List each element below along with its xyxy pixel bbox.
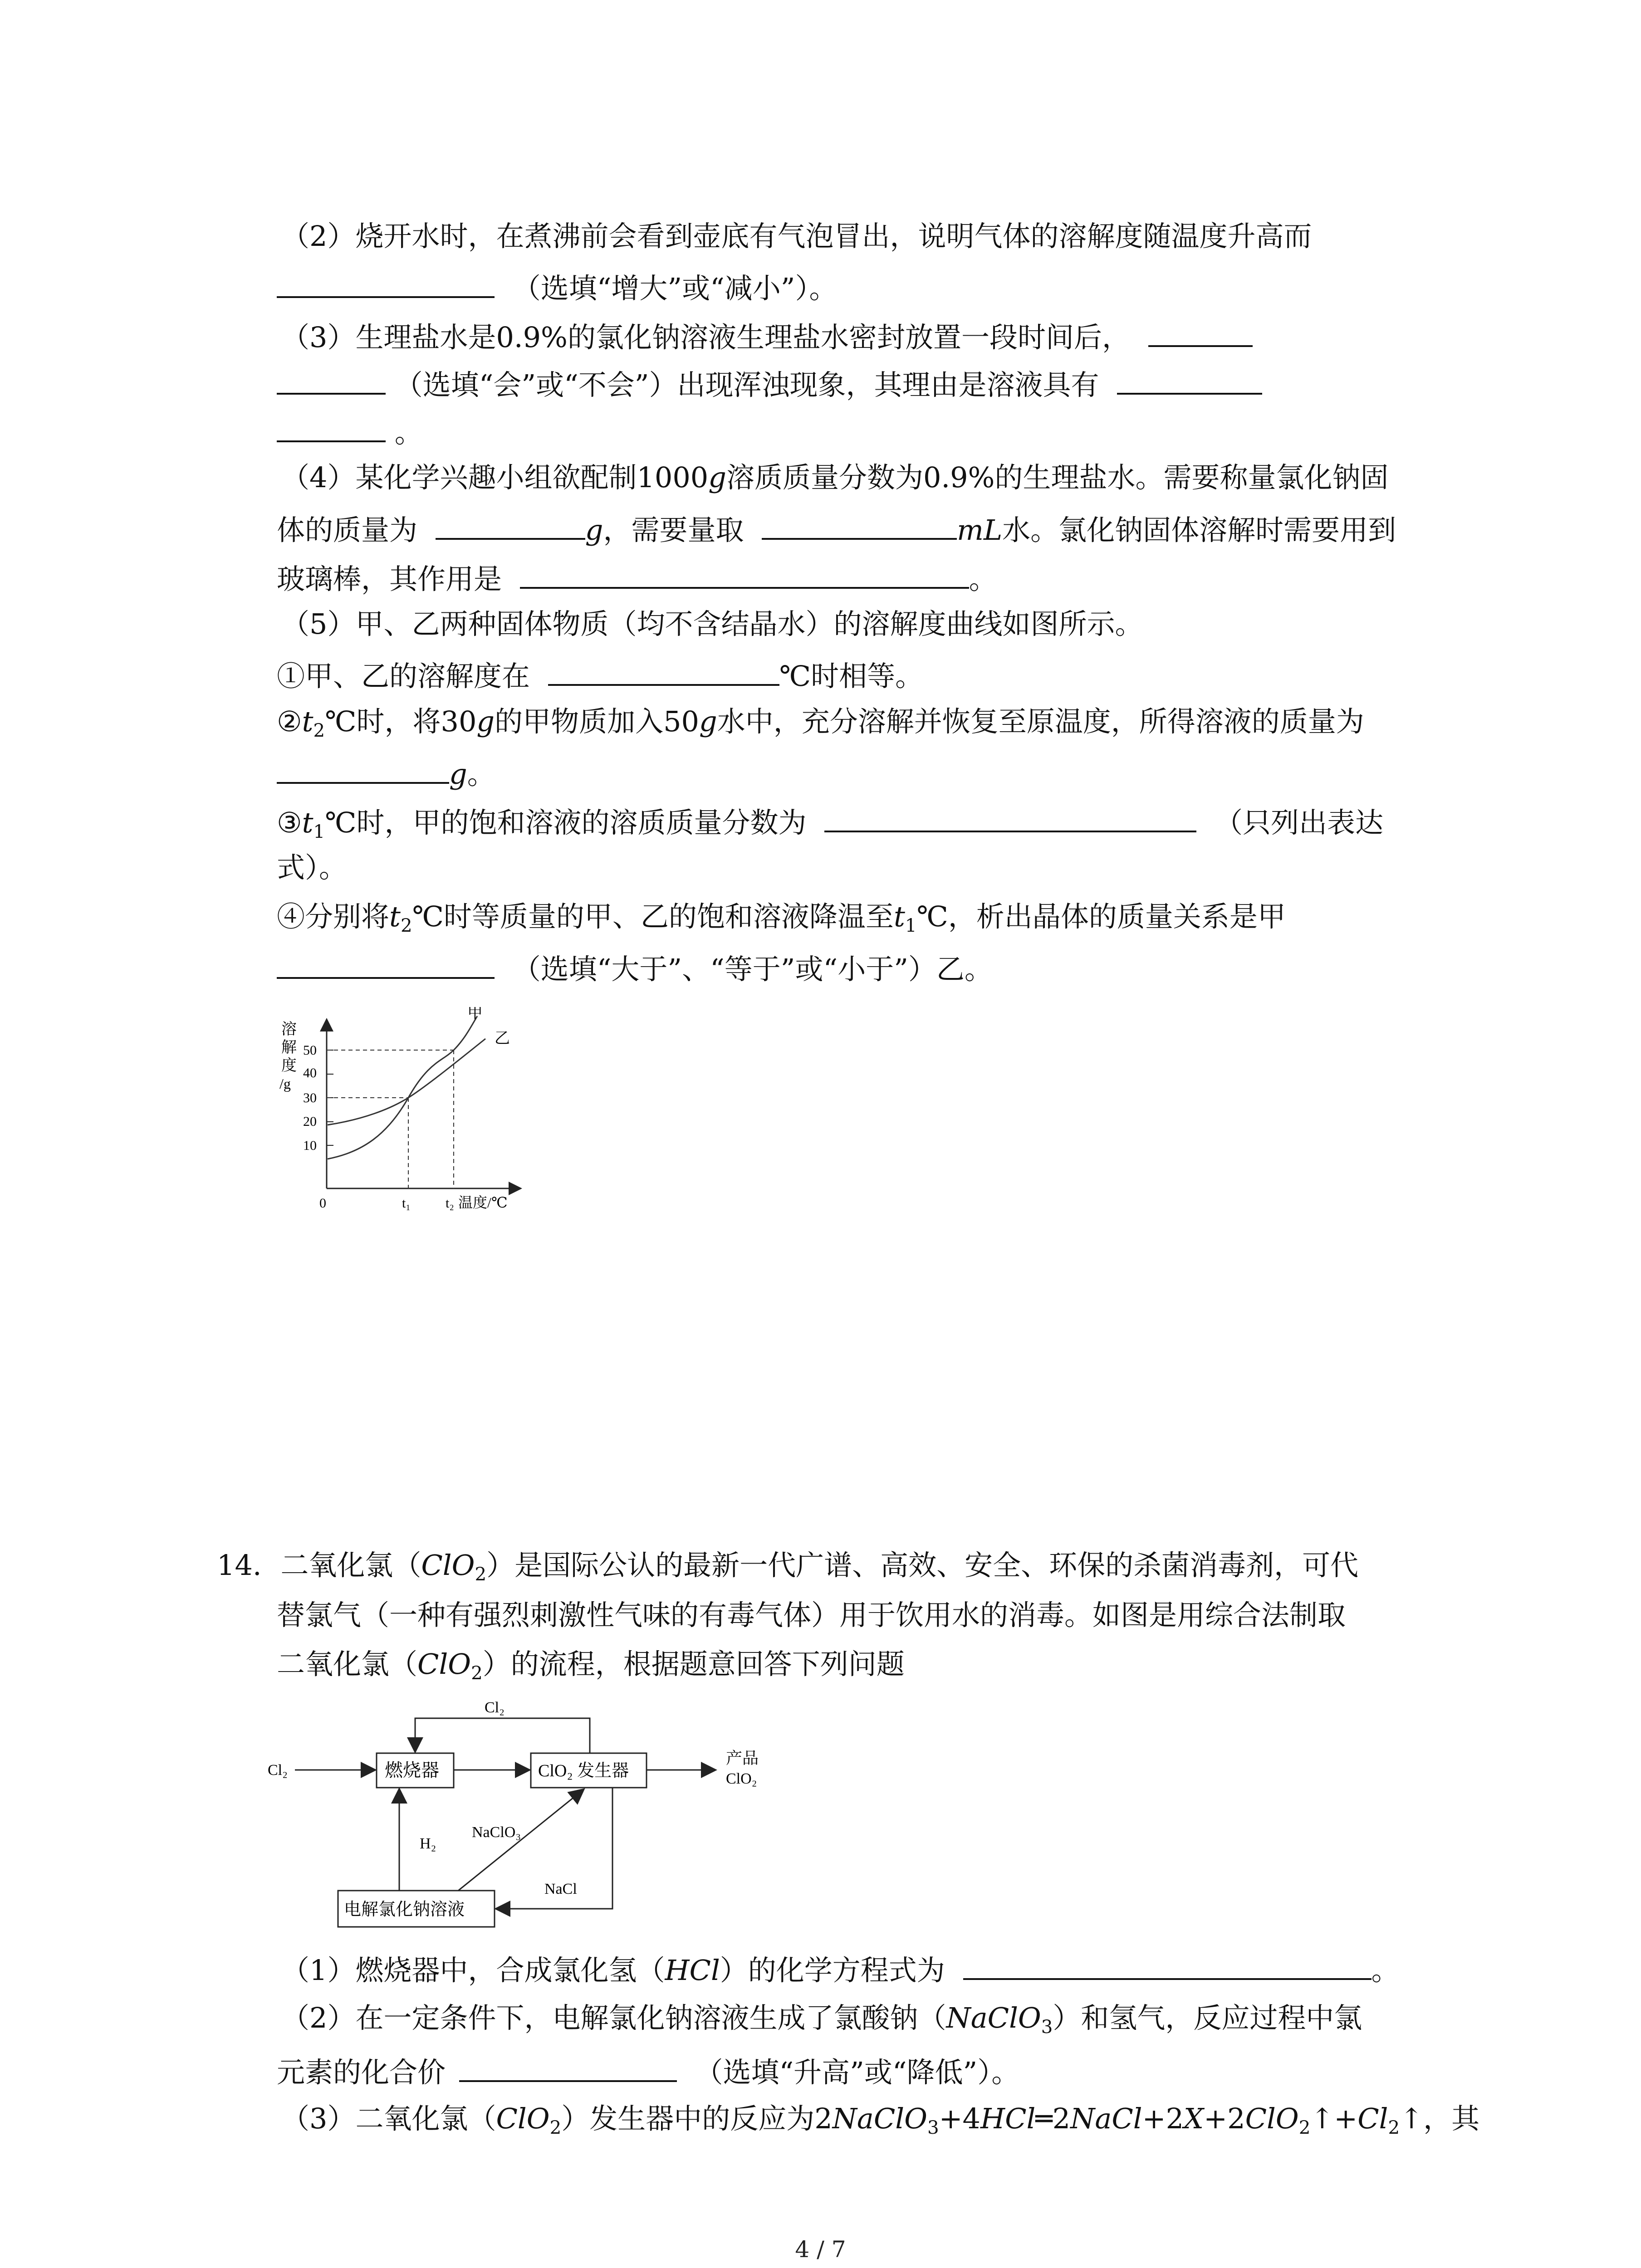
subscript-3: 3 <box>1041 2016 1053 2038</box>
q14-p3-text: +2 <box>1204 2102 1245 2135</box>
q13-p3-line2 <box>277 367 1262 399</box>
q13-p4-text-a: （4）某化学兴趣小组欲配制1000 <box>281 461 709 494</box>
period: 。 <box>1371 1954 1400 1987</box>
answer-blank[interactable] <box>277 271 495 298</box>
temp-t: t <box>389 900 401 933</box>
solubility-graph <box>272 1007 544 1216</box>
sub4-text-d: （选填“大于”、“等于”或“小于”）乙。 <box>512 953 993 986</box>
sub1-text-a: ①甲、乙的溶解度在 <box>277 660 530 693</box>
formula-naclo3: NaClO <box>832 2102 927 2135</box>
q13-p5-sub1 <box>277 659 924 693</box>
series-label-jia: 甲 <box>467 1007 483 1022</box>
q14-p2-text: 元素的化合价 <box>277 2056 446 2089</box>
answer-blank[interactable] <box>436 513 585 540</box>
answer-blank[interactable] <box>548 659 779 686</box>
q14-p3-text: （3）二氧化氯（ <box>281 2102 496 2135</box>
formula-hcl: HCl <box>665 1954 720 1987</box>
q14-text: ）的流程，根据题意回答下列问题 <box>482 1647 905 1681</box>
label-generator: ClO₂ 发生器 <box>538 1761 629 1780</box>
series-label-yi: 乙 <box>495 1030 510 1047</box>
answer-blank[interactable] <box>520 562 969 589</box>
ytick-label: 50 <box>303 1043 317 1058</box>
subscript-2: 2 <box>313 720 325 742</box>
q13-p4-text-b: 溶质质量分数为0.9%的生理盐水。需要称量氯化钠固 <box>726 461 1389 494</box>
formula-nacl: NaCl <box>1070 2102 1142 2135</box>
q13-p5-sub4-line2 <box>277 952 993 986</box>
unit-g: g <box>699 705 717 738</box>
answer-blank[interactable] <box>1117 367 1262 395</box>
q14-text: ）是国际公认的最新一代广谱、高效、安全、环保的杀菌消毒剂，可代 <box>486 1549 1359 1582</box>
answer-blank[interactable] <box>824 805 1196 832</box>
q14-p1 <box>281 1953 1400 1987</box>
q14-p2-text: ）和氢气，反应过程中氯 <box>1053 2001 1362 2034</box>
q14-line3 <box>277 1647 905 1684</box>
q14-p3-text: +4 <box>939 2102 981 2135</box>
q13-p5-sub2 <box>277 705 1364 742</box>
q13-p2-line1 <box>281 220 1312 253</box>
answer-blank[interactable] <box>277 367 386 395</box>
q13-p4-text-f: 玻璃棒，其作用是 <box>277 562 502 596</box>
ytick-label: 30 <box>303 1090 317 1105</box>
formula-clo2: ClO <box>1245 2102 1299 2135</box>
q13-p4-text-h: 。 <box>969 562 997 596</box>
sub4-text-b: ℃时等质量的甲、乙的饱和溶液降温至 <box>412 900 894 933</box>
unit-g: g <box>708 461 726 494</box>
flow-diagram-svg <box>268 1692 812 1937</box>
q14-p3-text: ↑+ <box>1310 2102 1358 2135</box>
label-cl2-recycle: Cl₂ <box>485 1699 505 1716</box>
ylabel-char: 溶 <box>281 1021 297 1038</box>
answer-blank[interactable] <box>459 2055 677 2082</box>
answer-blank[interactable] <box>277 415 386 442</box>
q13-p3-text-b: （选填“会”或“不会”）出现浑浊现象，其理由是溶液具有 <box>394 368 1099 401</box>
curve-yi <box>328 1039 485 1125</box>
label-electrolysis: 电解氯化钠溶液 <box>344 1900 465 1919</box>
ytick-label: 10 <box>303 1138 317 1153</box>
temp-t: t <box>893 900 905 933</box>
q14-p2-line1 <box>281 2001 1362 2038</box>
arrow-cl2-recycle <box>415 1718 590 1753</box>
sub3-text-a: ③ <box>277 806 302 839</box>
xtick-label: t₂ <box>446 1196 454 1211</box>
formula-clo2: ClO <box>421 1549 475 1582</box>
q13-p5-text-a: （5）甲、乙两种固体物质（均不含结晶水）的溶解度曲线如图所示。 <box>281 607 1143 640</box>
xaxis-label: 温度/℃ <box>458 1194 508 1211</box>
q13-p2-text-b: （选填“增大”或“减小”）。 <box>512 272 838 305</box>
q13-p5-sub2-line2 <box>277 757 495 791</box>
answer-blank[interactable] <box>1148 320 1253 347</box>
label-h2: H₂ <box>420 1835 436 1852</box>
subscript-2: 2 <box>549 2117 562 2139</box>
q13-p2-line2 <box>277 271 838 303</box>
q13-p4-line2 <box>277 513 1396 547</box>
sub2-text-a: ② <box>277 705 302 738</box>
temp-t: t <box>302 705 314 738</box>
formula-x: X <box>1184 2102 1204 2135</box>
sub2-text-d: 水中，充分溶解并恢复至原温度，所得溶液的质量为 <box>717 705 1364 738</box>
ytick-label: 20 <box>303 1114 317 1129</box>
subscript-1: 1 <box>905 915 917 937</box>
q13-p3-text-a: （3）生理盐水是0.9%的氯化钠溶液生理盐水密封放置一段时间后， <box>281 321 1130 354</box>
q14-text: 二氧化氯（ <box>277 1647 418 1681</box>
q14-p1-text: （1）燃烧器中，合成氯化氢（ <box>281 1954 665 1987</box>
ytick-label: 40 <box>303 1066 317 1080</box>
label-naclo3: NaClO₃ <box>472 1824 521 1841</box>
q14-p3-text: +2 <box>1142 2102 1184 2135</box>
subscript-2: 2 <box>471 1662 483 1684</box>
q13-p4-text-e: 水。氯化钠固体溶解时需要用到 <box>1002 513 1396 547</box>
formula-clo2: ClO <box>496 2102 550 2135</box>
period: 。 <box>467 758 495 791</box>
formula-clo2: ClO <box>417 1647 471 1681</box>
answer-blank[interactable] <box>963 1953 1372 1980</box>
q13-p3-line3 <box>277 415 423 447</box>
subscript-2: 2 <box>1298 2117 1311 2139</box>
label-burner: 燃烧器 <box>385 1760 439 1780</box>
answer-blank[interactable] <box>762 513 957 540</box>
temp-t: t <box>302 806 314 839</box>
q14-p3-text: ）发生器中的反应为2 <box>561 2102 833 2135</box>
q14-p2-text: （2）在一定条件下，电解氯化钠溶液生成了氯酸钠（ <box>281 2001 946 2034</box>
sub1-text-b: ℃时相等。 <box>779 660 924 693</box>
q14-p3-text: ═2 <box>1035 2102 1071 2135</box>
q14-p1-text: ）的化学方程式为 <box>720 1954 945 1987</box>
unit-g: g <box>449 758 467 791</box>
curve-jia <box>328 1016 477 1159</box>
unit-ml: mL <box>957 513 1003 547</box>
xtick-label: 0 <box>319 1196 326 1211</box>
q13-p5-sub3 <box>277 805 1383 841</box>
subscript-2: 2 <box>475 1564 487 1585</box>
label-product: 产品 <box>726 1749 759 1767</box>
sub2-text-b: ℃时，将30 <box>325 705 477 738</box>
q14-line1 <box>217 1551 1358 1584</box>
unit-g: g <box>585 513 603 547</box>
q13-p4-line1 <box>281 461 1389 494</box>
label-cl2-input: Cl₂ <box>268 1762 288 1779</box>
ylabel-char: /g <box>279 1075 291 1092</box>
label-product-clo2: ClO₂ <box>726 1770 757 1787</box>
subscript-2: 2 <box>1388 2117 1400 2139</box>
sub3-text-c: （只列出表达 <box>1214 806 1383 839</box>
sub4-text-c: ℃，析出晶体的质量关系是甲 <box>916 900 1286 933</box>
q13-p4-text-c: 体的质量为 <box>277 513 418 547</box>
label-nacl: NaCl <box>544 1881 577 1897</box>
sub4-text-a: ④分别将 <box>277 900 390 933</box>
q13-p3-text-c: 。 <box>394 416 423 449</box>
formula-naclo3: NaClO <box>946 2001 1041 2034</box>
xtick-label: t₁ <box>402 1196 411 1211</box>
sub3-text-b: ℃时，甲的饱和溶液的溶质质量分数为 <box>325 806 807 839</box>
q14-p2-text: （选填“升高”或“降低”）。 <box>695 2056 1020 2089</box>
q13-p4-text-d: ，需要量取 <box>603 513 744 547</box>
subscript-3: 3 <box>927 2117 939 2139</box>
ylabel-char: 解 <box>281 1039 297 1056</box>
unit-g: g <box>476 705 495 738</box>
q14-p3-text: ↑，其 <box>1400 2102 1480 2135</box>
subscript-2: 2 <box>400 915 412 937</box>
solubility-graph-svg <box>272 1007 544 1216</box>
flow-diagram <box>268 1692 812 1937</box>
q13-p2-text-a: （2）烧开水时，在煮沸前会看到壶底有气泡冒出，说明气体的溶解度随温度升高而 <box>281 220 1312 253</box>
formula-hcl: HCl <box>980 2102 1036 2135</box>
q14-text: 二氧化氯（ <box>280 1549 421 1582</box>
q13-p4-line3 <box>277 562 997 596</box>
q14-p2-line2 <box>277 2055 1019 2087</box>
q13-p5-sub3-line2 <box>277 851 348 884</box>
sub3-text-d: 式）。 <box>277 851 348 884</box>
q14-text: 替氯气（一种有强烈刺激性气味的有毒气体）用于饮用水的消毒。如图是用综合法制取 <box>277 1598 1346 1632</box>
answer-blank[interactable] <box>277 757 449 784</box>
answer-blank[interactable] <box>277 952 495 979</box>
q13-p5-line1 <box>281 607 1143 640</box>
formula-cl2: Cl <box>1357 2102 1388 2135</box>
q14-line2 <box>277 1598 1346 1632</box>
page-number: 4 / 7 <box>795 2236 846 2263</box>
subscript-1: 1 <box>313 821 325 843</box>
q14-p3 <box>281 2102 1480 2139</box>
ylabel-char: 度 <box>281 1057 297 1074</box>
q13-p3-line1 <box>281 320 1253 352</box>
question-number: 14. <box>217 1549 262 1582</box>
sub2-text-c: 的甲物质加入50 <box>495 705 700 738</box>
q13-p5-sub4 <box>277 900 1286 937</box>
